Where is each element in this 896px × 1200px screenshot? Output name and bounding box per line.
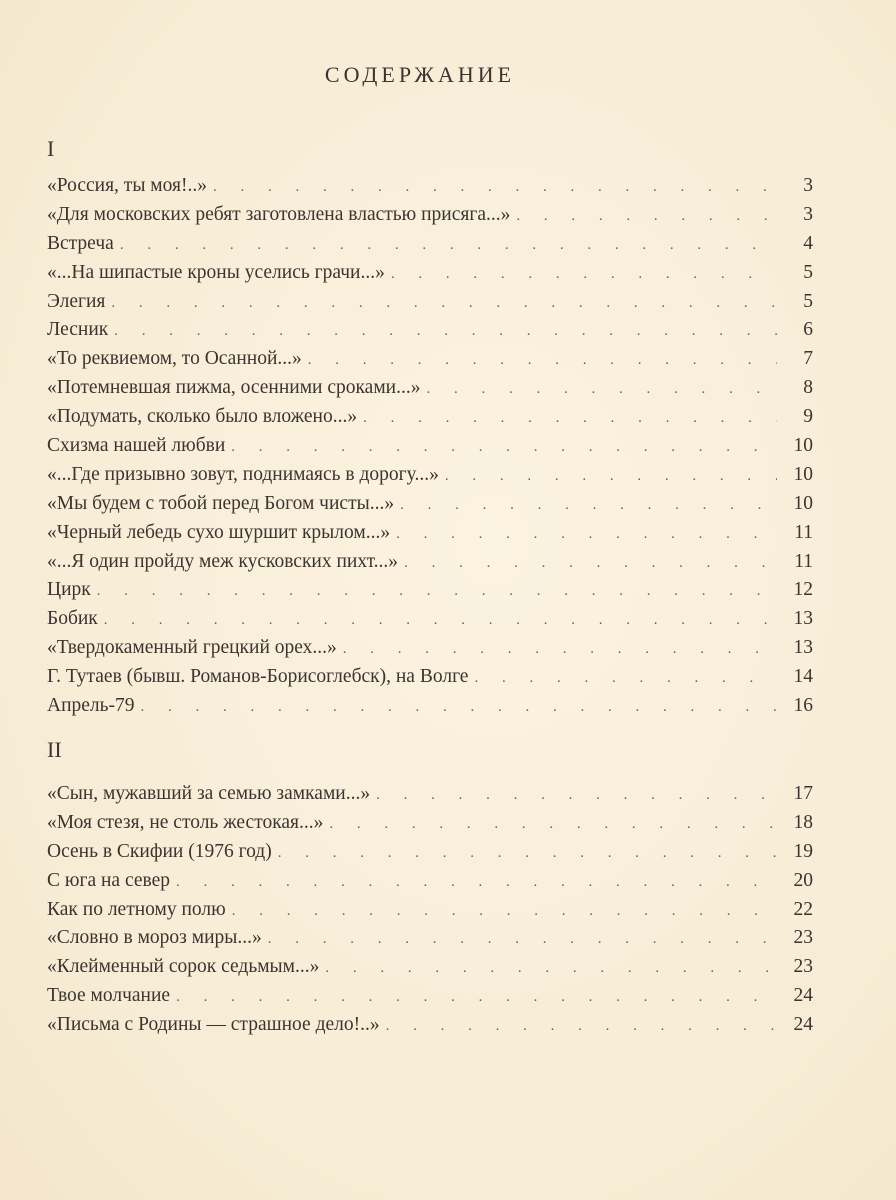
toc-list-section-1 bbox=[47, 172, 813, 721]
dot-leader bbox=[176, 983, 777, 1012]
toc-entry-title: Элегия bbox=[47, 290, 106, 312]
toc-entry-title: Как по летному полю bbox=[47, 898, 226, 920]
dot-leader bbox=[363, 404, 777, 433]
toc-entry-page: 12 bbox=[793, 579, 813, 601]
toc-entry-page: 10 bbox=[793, 463, 813, 485]
dot-leader bbox=[268, 925, 777, 954]
toc-entry bbox=[47, 605, 813, 634]
toc-list-section-2 bbox=[47, 780, 813, 1040]
toc-entry-page: 16 bbox=[793, 695, 813, 717]
dot-leader bbox=[391, 260, 777, 289]
toc-entry bbox=[47, 1011, 813, 1040]
dot-leader bbox=[231, 433, 777, 462]
dot-leader bbox=[329, 810, 777, 839]
toc-entry bbox=[47, 867, 813, 896]
toc-entry bbox=[47, 982, 813, 1011]
dot-leader bbox=[141, 693, 777, 722]
toc-entry-title: Г. Тутаев (бывш. Романов-Борисоглебск), на Волге bbox=[47, 666, 469, 688]
dot-leader bbox=[120, 231, 777, 260]
toc-entry bbox=[47, 461, 813, 490]
section-number: II bbox=[47, 737, 62, 762]
toc-entry-title: «То реквиемом, то Осанной...» bbox=[47, 348, 302, 370]
toc-entry-title: Встреча bbox=[47, 232, 114, 254]
toc-entry-page: 11 bbox=[794, 521, 813, 543]
dot-leader bbox=[516, 202, 777, 231]
dot-leader bbox=[376, 781, 777, 810]
dot-leader bbox=[104, 606, 777, 635]
toc-entry-title: «Подумать, сколько было вложено...» bbox=[47, 406, 358, 428]
toc-entry-page: 4 bbox=[803, 232, 813, 254]
dot-leader bbox=[325, 954, 777, 983]
toc-entry-page: 14 bbox=[793, 666, 813, 688]
dot-leader bbox=[213, 173, 777, 202]
toc-entry-page: 3 bbox=[803, 175, 813, 196]
toc-entry bbox=[47, 663, 813, 692]
toc-entry-title: «Моя стезя, не столь жестокая...» bbox=[47, 811, 324, 833]
toc-entry-title: Осень в Скифии (1976 год) bbox=[47, 840, 272, 862]
toc-entry-page: 6 bbox=[803, 319, 813, 341]
toc-entry-page: 8 bbox=[803, 377, 813, 399]
toc-entry bbox=[47, 780, 813, 809]
dot-leader bbox=[396, 520, 777, 549]
toc-entry-title: «Мы будем с тобой перед Богом чисты...» bbox=[47, 492, 395, 514]
toc-entry-page: 20 bbox=[793, 869, 813, 891]
toc-entry bbox=[47, 896, 813, 925]
toc-entry-page: 3 bbox=[803, 203, 813, 225]
toc-entry-page: 10 bbox=[793, 492, 813, 514]
toc-entry-title: Твое молчание bbox=[47, 985, 171, 1007]
toc-entry-page: 5 bbox=[803, 290, 813, 312]
toc-entry-title: «...Я один пройду меж кусковских пихт...» bbox=[47, 550, 399, 572]
toc-entry bbox=[47, 576, 813, 605]
dot-leader bbox=[400, 491, 777, 520]
toc-entry-title: «...Где призывно зовут, поднимаясь в дорогу...» bbox=[47, 463, 439, 485]
toc-entry-title: Схизма нашей любви bbox=[47, 435, 226, 457]
toc-entry-title: «Россия, ты моя!..» bbox=[47, 175, 207, 196]
toc-entry bbox=[47, 172, 813, 201]
toc-entry-page: 7 bbox=[803, 348, 813, 370]
dot-leader bbox=[474, 664, 777, 693]
toc-entry-title: «Для московских ребят заготовлена властью присяга...» bbox=[47, 203, 511, 225]
toc-entry-page: 18 bbox=[793, 811, 813, 833]
toc-entry bbox=[47, 374, 813, 403]
page-title: СОДЕРЖАНИЕ bbox=[324, 62, 516, 87]
dot-leader bbox=[308, 346, 777, 375]
toc-entry-page: 24 bbox=[793, 985, 813, 1007]
toc-entry-page: 9 bbox=[803, 406, 813, 428]
dot-leader bbox=[404, 549, 777, 578]
toc-entry-title: «...На шипастые кроны уселись грачи...» bbox=[47, 261, 385, 283]
toc-entry bbox=[47, 259, 813, 288]
toc-entry bbox=[47, 316, 813, 345]
section-number: I bbox=[47, 136, 55, 161]
toc-entry bbox=[47, 924, 813, 953]
toc-entry bbox=[47, 345, 813, 374]
toc-entry bbox=[47, 692, 813, 721]
dot-leader bbox=[97, 577, 777, 606]
toc-entry-title: «Сын, мужавший за семью замками...» bbox=[47, 783, 371, 804]
toc-entry-title: Бобик bbox=[47, 608, 98, 630]
toc-entry-page: 13 bbox=[793, 608, 813, 630]
dot-leader bbox=[427, 375, 778, 404]
dot-leader bbox=[111, 289, 777, 318]
toc-entry bbox=[47, 201, 813, 230]
toc-entry-title: Цирк bbox=[47, 579, 91, 601]
toc-entry bbox=[47, 490, 813, 519]
toc-entry-title: С юга на север bbox=[47, 869, 170, 891]
dot-leader bbox=[176, 868, 777, 897]
toc-entry-page: 19 bbox=[793, 840, 813, 862]
toc-entry bbox=[47, 288, 813, 317]
toc-entry-page: 11 bbox=[794, 550, 813, 572]
toc-entry bbox=[47, 403, 813, 432]
toc-entry-title: «Черный лебедь сухо шуршит крылом...» bbox=[47, 521, 391, 543]
toc-entry-title: Апрель-79 bbox=[47, 695, 135, 717]
toc-entry bbox=[47, 838, 813, 867]
toc-entry-title: Лесник bbox=[47, 319, 109, 341]
toc-entry bbox=[47, 548, 813, 577]
dot-leader bbox=[278, 839, 777, 868]
toc-entry-page: 10 bbox=[793, 435, 813, 457]
toc-entry-page: 5 bbox=[803, 261, 813, 283]
dot-leader bbox=[114, 317, 777, 346]
toc-entry-page: 13 bbox=[793, 637, 813, 659]
toc-entry-title: «Словно в мороз миры...» bbox=[47, 927, 262, 949]
toc-entry bbox=[47, 953, 813, 982]
toc-entry-page: 23 bbox=[793, 956, 813, 978]
toc-entry-page: 17 bbox=[793, 783, 813, 804]
toc-entry bbox=[47, 809, 813, 838]
toc-entry-title: «Потемневшая пижма, осенними сроками...» bbox=[47, 377, 421, 399]
dot-leader bbox=[386, 1012, 777, 1041]
dot-leader bbox=[343, 635, 777, 664]
toc-entry-title: «Клейменный сорок седьмым...» bbox=[47, 956, 320, 978]
toc-entry-page: 24 bbox=[793, 1014, 813, 1036]
dot-leader bbox=[445, 462, 777, 491]
dot-leader bbox=[232, 897, 777, 926]
toc-entry bbox=[47, 432, 813, 461]
toc-entry bbox=[47, 519, 813, 548]
toc-entry bbox=[47, 230, 813, 259]
toc-entry-title: «Письма с Родины — страшное дело!..» bbox=[47, 1014, 380, 1036]
toc-entry bbox=[47, 634, 813, 663]
toc-entry-page: 23 bbox=[793, 927, 813, 949]
toc-entry-title: «Твердокаменный грецкий орех...» bbox=[47, 637, 337, 659]
toc-entry-page: 22 bbox=[793, 898, 813, 920]
